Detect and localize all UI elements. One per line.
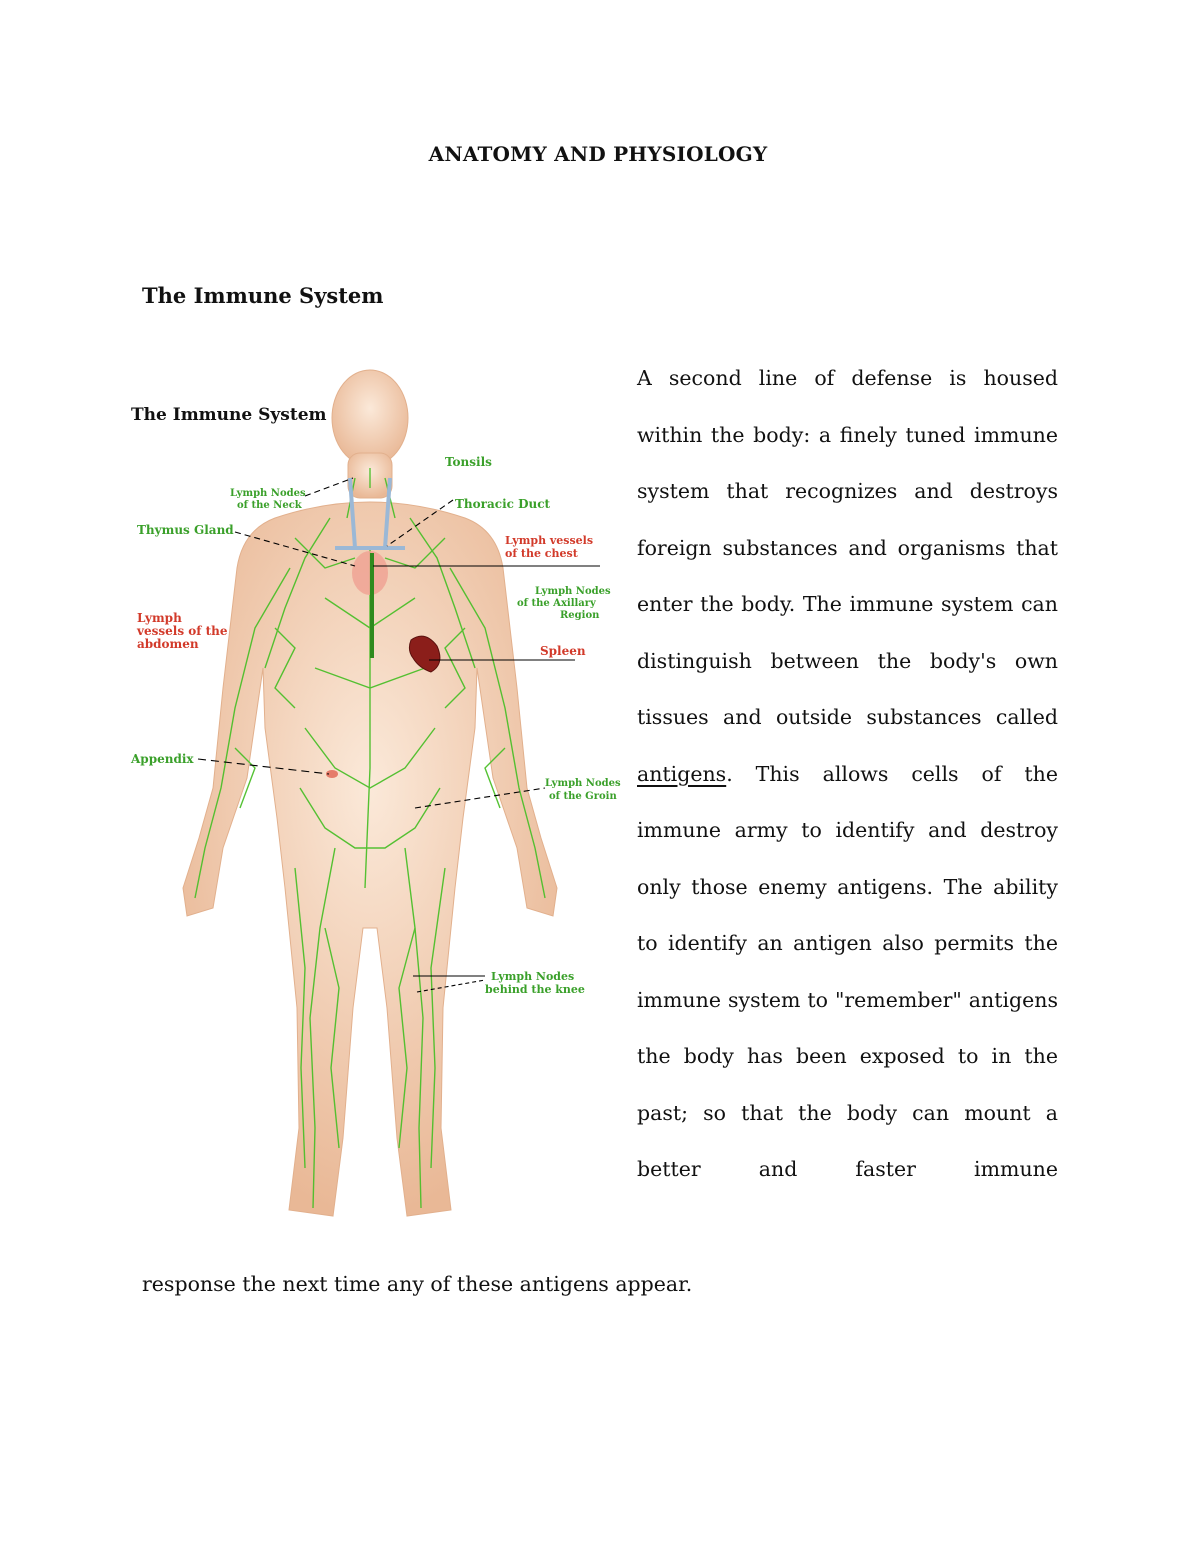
paragraph-last-line: response the next time any of these antigens appear. xyxy=(142,1272,693,1296)
label-knee-2: behind the knee xyxy=(485,983,585,996)
section-heading: The Immune System xyxy=(142,283,384,308)
immune-system-figure xyxy=(125,368,621,1238)
antigens-link[interactable]: antigens xyxy=(637,761,727,786)
label-chest-vessels-2: of the chest xyxy=(505,547,578,560)
body-paragraph xyxy=(637,350,1058,1198)
label-chest-vessels-1: Lymph vessels xyxy=(505,534,594,547)
document-title: ANATOMY AND PHYSIOLOGY xyxy=(428,142,768,166)
label-thymus: Thymus Gland xyxy=(137,523,234,537)
label-abdomen-3: abdomen xyxy=(137,637,199,651)
label-abdomen-1: Lymph xyxy=(137,611,182,625)
label-abdomen-2: vessels of the xyxy=(137,624,228,638)
label-appendix: Appendix xyxy=(131,752,194,766)
label-thoracic-duct: Thoracic Duct xyxy=(455,497,551,511)
figure-title: The Immune System xyxy=(131,405,327,425)
label-tonsils: Tonsils xyxy=(445,455,492,469)
label-spleen: Spleen xyxy=(540,644,586,658)
paragraph-text-2: . This allows cells of the immune army to identify and destroy only those enemy antigens. The ability to identify an antigen also permits the immune system to "remember" antigens the body has been exposed to in the past; so that the body can mount a better and faster immune xyxy=(637,761,1058,1181)
label-groin-1: Lymph Nodes xyxy=(545,778,621,789)
label-neck-nodes-1: Lymph Nodes xyxy=(230,488,306,499)
label-knee-1: Lymph Nodes xyxy=(491,970,575,983)
label-neck-nodes-2: of the Neck xyxy=(237,500,302,511)
label-axillary-1: Lymph Nodes xyxy=(535,586,611,597)
label-axillary-2: of the Axillary xyxy=(517,598,596,609)
label-groin-2: of the Groin xyxy=(549,791,617,802)
label-axillary-3: Region xyxy=(560,610,600,621)
paragraph-text-1: A second line of defense is housed within the body: a finely tuned immune system that recognizes and destroys foreign substances and organisms that enter the body. The immune system can distinguish between the body's own tissues and outside substances called xyxy=(637,366,1058,729)
